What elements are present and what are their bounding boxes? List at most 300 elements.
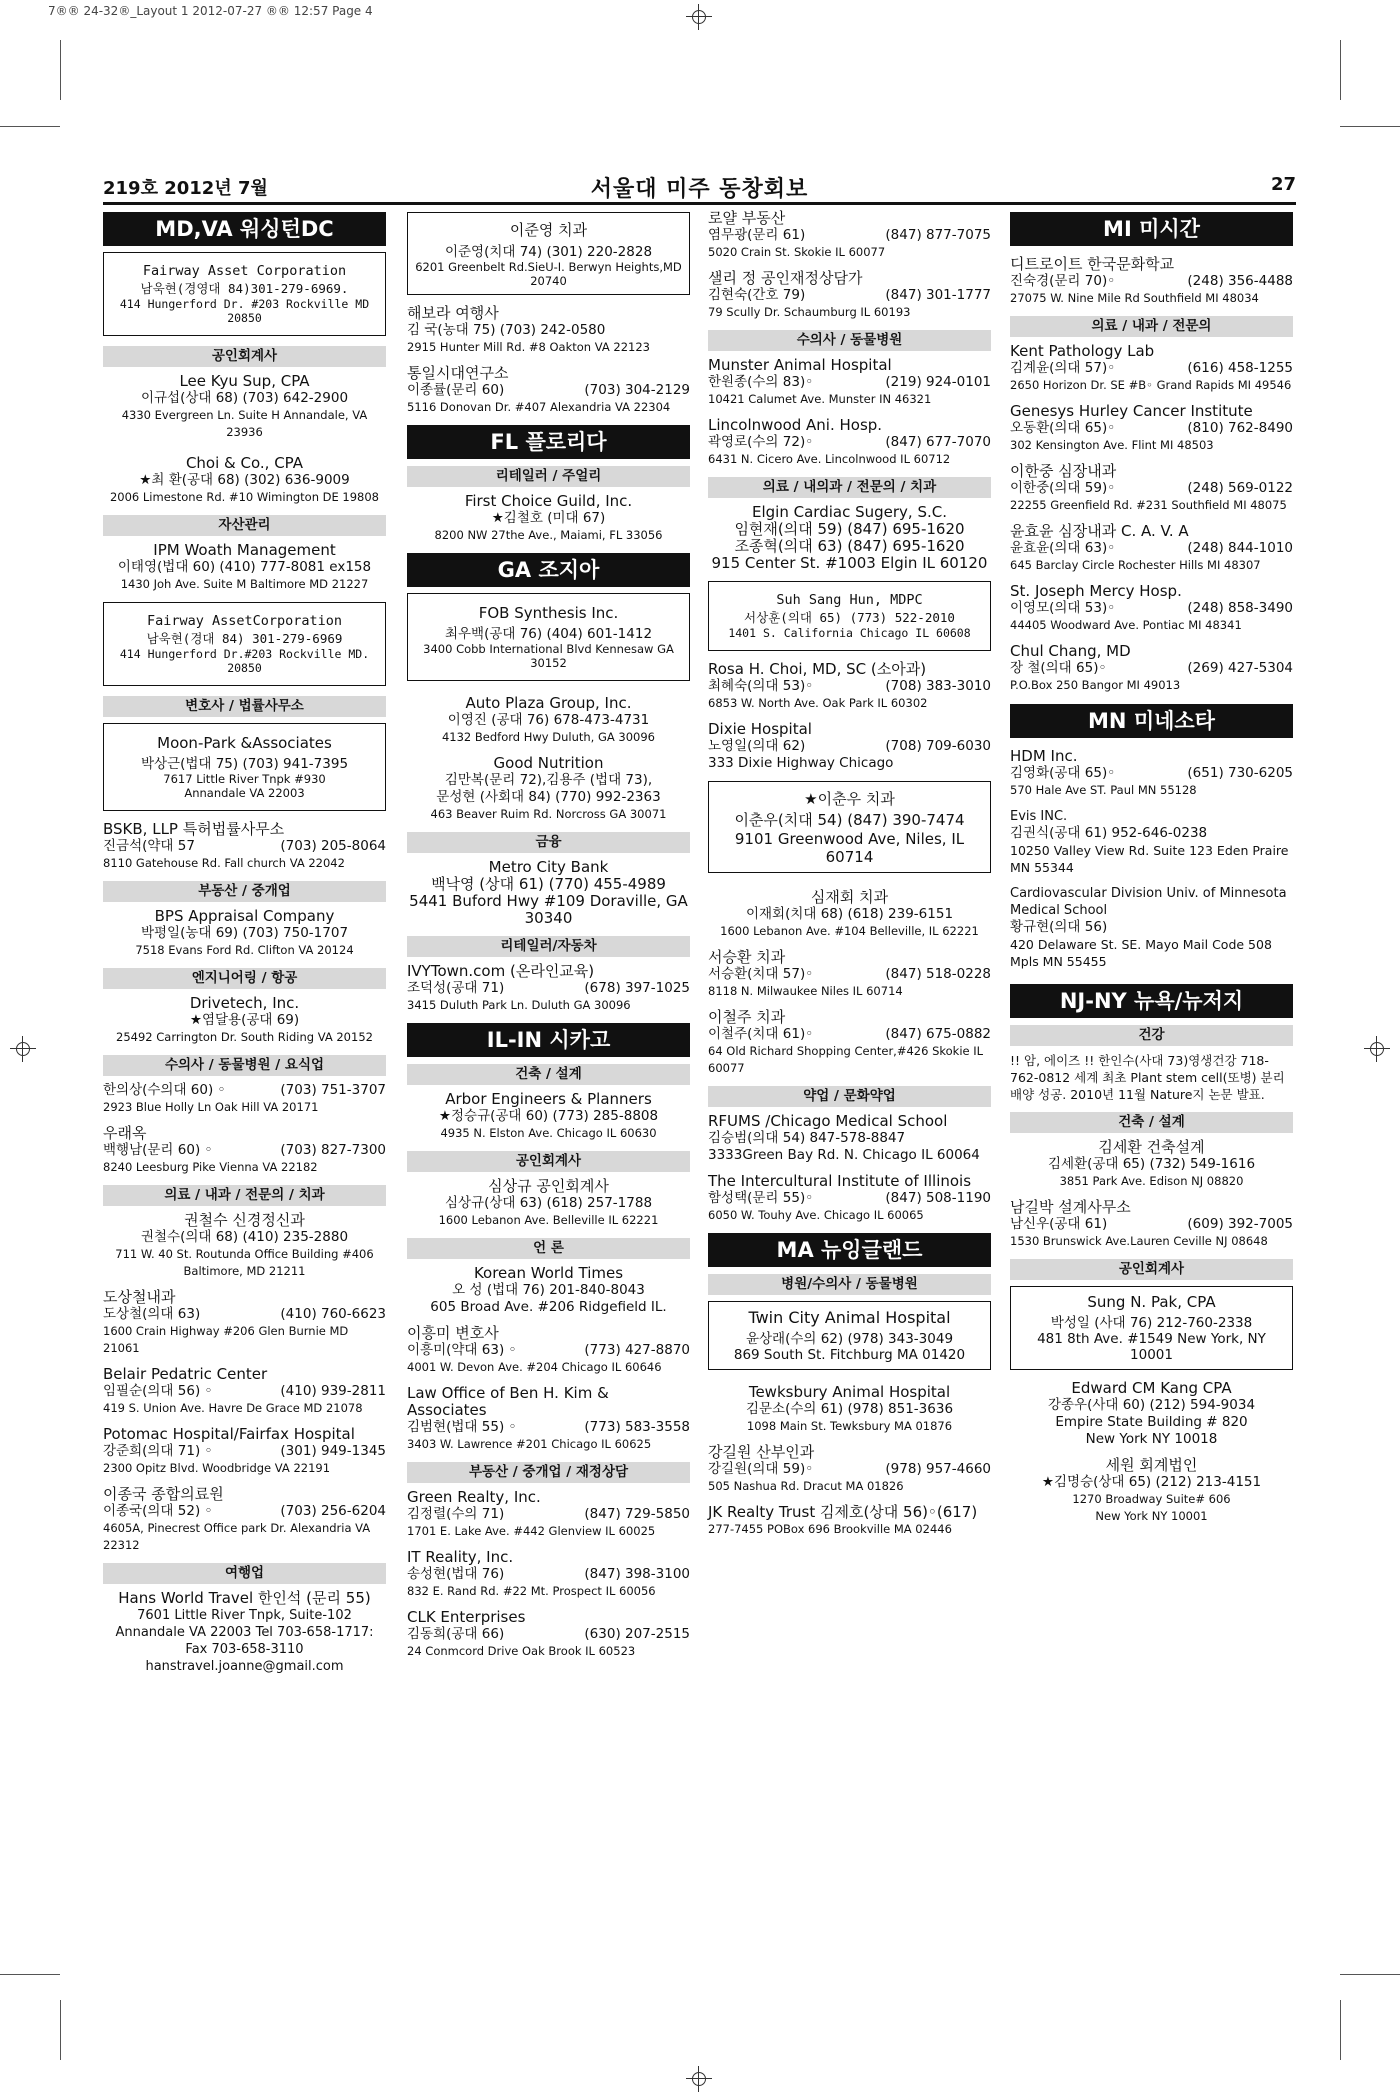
- category-bar: 공인회계사: [1010, 1259, 1293, 1280]
- category-bar: 약업 / 문화약업: [708, 1086, 991, 1107]
- listing-address: 6201 Greenbelt Rd.SieU-I. Berwyn Heights,MD 20740: [415, 260, 682, 288]
- listing-contact: 강준희(의대 71) ◦ (301) 949-1345: [103, 1443, 386, 1459]
- region-banner: MA 뉴잉글랜드: [708, 1233, 991, 1267]
- listing-contact: 함성택(문리 55)◦ (847) 508-1190: [708, 1190, 991, 1206]
- listing-contact: 진숙경(문리 70)◦ (248) 356-4488: [1010, 273, 1293, 289]
- region-banner: GA 조지아: [407, 553, 690, 587]
- listing-name: Hans World Travel 한인석 (문리 55): [118, 1589, 371, 1607]
- listing: [407, 1265, 690, 1316]
- listing: [708, 417, 991, 468]
- listing: [407, 1489, 690, 1540]
- listing-contact: 이규섭(상대 68) (703) 642-2900: [140, 390, 349, 406]
- listing: [103, 1082, 386, 1116]
- listing-contact: 김 국(농대 75) (703) 242-0580: [407, 322, 606, 338]
- crop-mark: [60, 2000, 61, 2060]
- listing-name: 권철수 신경정신과: [184, 1211, 305, 1229]
- listing-contact: 이종국(의대 52) ◦ (703) 256-6204: [103, 1503, 386, 1519]
- listing-address: 27075 W. Nine Mile Rd Southfield MI 48034: [1010, 291, 1259, 305]
- listing: [407, 1549, 690, 1600]
- listing-name: BSKB, LLP 특허법률사무소: [103, 820, 285, 838]
- listing-contact: 최우백(공대 76) (404) 601-1412: [444, 626, 653, 642]
- crop-mark: [0, 1974, 60, 1975]
- listing-contact: 김현숙(간호 79) (847) 301-1777: [708, 287, 991, 303]
- listing-contact: 김계윤(의대 57)◦ (616) 458-1255: [1010, 360, 1293, 376]
- listing-address: 505 Nashua Rd. Dracut MA 01826: [708, 1479, 904, 1493]
- listing-name: 심재회 치과: [810, 888, 889, 906]
- listing-address: 44405 Woodward Ave. Pontiac MI 48341: [1010, 618, 1242, 632]
- registration-mark-icon: [686, 2066, 712, 2092]
- listing-contact: 임필순(의대 56) ◦ (410) 939-2811: [103, 1383, 386, 1399]
- listing-contact: 최혜숙(의대 53)◦ (708) 383-3010: [708, 678, 991, 694]
- region-banner: MN 미네소타: [1010, 704, 1293, 738]
- listing-address: 420 Delaware St. SE. Mayo Mail Code 508: [1010, 937, 1272, 952]
- listing-name: St. Joseph Mercy Hosp.: [1010, 582, 1182, 600]
- registration-mark-icon: [1364, 1036, 1390, 1062]
- listing: [103, 1366, 386, 1417]
- listing-box: [708, 581, 991, 651]
- listing-name: Auto Plaza Group, Inc.: [465, 694, 632, 712]
- listing-name: Arbor Engineers & Planners: [445, 1090, 652, 1108]
- listing-name: Dixie Hospital: [708, 720, 812, 738]
- listing: [103, 995, 386, 1046]
- listing-address: 333 Dixie Highway Chicago: [708, 755, 894, 771]
- listing: [1010, 1052, 1293, 1103]
- print-slug: 7®® 24-32®_Layout 1 2012-07-27 ®® 12:57 Page 4: [48, 4, 373, 18]
- category-bar: 공인회계사: [103, 346, 386, 367]
- listing-address: 6431 N. Cicero Ave. Lincolnwood IL 60712: [708, 452, 951, 466]
- page-number: 27: [1270, 174, 1296, 195]
- listing-address: 1600 Lebanon Ave. Belleville IL 62221: [438, 1213, 659, 1227]
- listing-contact: 김영화(공대 65)◦ (651) 730-6205: [1010, 765, 1293, 781]
- listing-contact: 장 철(의대 65)◦ (269) 427-5304: [1010, 660, 1293, 676]
- category-bar: 부동산 / 중개업: [103, 881, 386, 902]
- category-bar: 금융: [407, 832, 690, 853]
- listing-contact: 한의상(수의대 60) ◦ (703) 751-3707: [103, 1082, 386, 1098]
- listing-name: Genesys Hurley Cancer Institute: [1010, 402, 1253, 420]
- listing-address: 3333Green Bay Rd. N. Chicago IL 60064: [708, 1147, 980, 1163]
- column-4: [1010, 210, 1293, 1534]
- listing-address: 7617 Little River Tnpk #930: [163, 772, 326, 786]
- listing-contact: 송성현(법대 76) (847) 398-3100: [407, 1566, 690, 1582]
- publication-title: 서울대 미주 동창회보: [590, 177, 809, 202]
- listing-contact: 김범현(법대 55) ◦ (773) 583-3558: [407, 1419, 690, 1435]
- listing: [407, 1091, 690, 1142]
- listing-contact: 김동희(공대 66) (630) 207-2515: [407, 1626, 690, 1642]
- listing-contact: 백낙영 (상대 61) (770) 455-4989: [431, 875, 666, 893]
- listing-name: The Intercultural Institute of Illinois: [708, 1172, 972, 1190]
- category-bar: 부동산 / 중개업 / 재정상담: [407, 1462, 690, 1483]
- category-bar: 언 론: [407, 1238, 690, 1259]
- listing-name: IPM Woath Management: [153, 541, 336, 559]
- listing-address: 3851 Park Ave. Edison NJ 08820: [1059, 1174, 1244, 1188]
- crop-mark: [60, 40, 61, 100]
- listing-name: Twin City Animal Hospital: [748, 1308, 951, 1327]
- listing: [103, 1590, 386, 1675]
- listing-name: Medical School: [1010, 903, 1108, 918]
- listing: [103, 1212, 386, 1280]
- listing-address: 419 S. Union Ave. Havre De Grace MD 21078: [103, 1401, 363, 1415]
- listing: [1010, 1380, 1293, 1448]
- listing-name: Choi & Co., CPA: [185, 454, 304, 472]
- listing-address: 4935 N. Elston Ave. Chicago IL 60630: [440, 1126, 657, 1140]
- listing-contact: 이영모(의대 53)◦ (248) 858-3490: [1010, 600, 1293, 616]
- listing: [708, 357, 991, 408]
- listing-name: RFUMS /Chicago Medical School: [708, 1112, 948, 1130]
- region-banner: MI 미시간: [1010, 212, 1293, 246]
- listing-address: Baltimore, MD 21211: [183, 1264, 306, 1278]
- listing-contact: 노영일(의대 62) (708) 709-6030: [708, 738, 991, 754]
- listing-contact: 오 성 (법대 76) 201-840-8043: [452, 1282, 645, 1298]
- listing-name: Chul Chang, MD: [1010, 642, 1131, 660]
- listing: [708, 1444, 991, 1495]
- listing: [407, 365, 690, 416]
- category-bar: 의료 / 내과 / 전문의: [1010, 316, 1293, 337]
- listing: [708, 504, 991, 572]
- listing-name: IT Reality, Inc.: [407, 1548, 514, 1566]
- listing-contact: 윤효윤(의대 63)◦ (248) 844-1010: [1010, 540, 1293, 556]
- listing-address: Annandale VA 22003: [184, 786, 305, 800]
- listing-address: 8110 Gatehouse Rd. Fall church VA 22042: [103, 856, 345, 870]
- listing: [407, 963, 690, 1014]
- listing: [103, 908, 386, 959]
- listing-address: 5116 Donovan Dr. #407 Alexandria VA 22304: [407, 400, 671, 414]
- listing-contact: 심상규(상대 63) (618) 257-1788: [444, 1195, 653, 1211]
- listing-name: Belair Pedatric Center: [103, 1365, 268, 1383]
- listing: [708, 889, 991, 940]
- header-rule: [103, 202, 1296, 205]
- listing: [708, 1384, 991, 1435]
- listing-name: Rosa H. Choi, MD, SC (소아과): [708, 660, 927, 678]
- listing-address: 2300 Opitz Blvd. Woodbridge VA 22191: [103, 1461, 331, 1475]
- listing-address: 2923 Blue Holly Ln Oak Hill VA 20171: [103, 1100, 319, 1114]
- listing-box: [103, 252, 386, 336]
- listing-address: 1600 Lebanon Ave. #104 Belleville, IL 62221: [720, 924, 979, 938]
- listing-name: Suh Sang Hun, MDPC: [776, 592, 923, 608]
- listing-address: New York NY 10001: [1095, 1509, 1208, 1523]
- listing-address: P.O.Box 250 Bangor MI 49013: [1010, 678, 1181, 692]
- listing-address: 832 E. Rand Rd. #22 Mt. Prospect IL 60056: [407, 1584, 656, 1598]
- listing-contact: 황규현(의대 56): [1010, 919, 1108, 935]
- listing-name: JK Realty Trust 김제호(상대 56)◦(617): [708, 1503, 978, 1521]
- listing: [103, 455, 386, 506]
- listing-address: 4132 Bedford Hwy Duluth, GA 30096: [441, 730, 656, 744]
- listing-name: 이철주 치과: [708, 1008, 786, 1026]
- listing-address: 2915 Hunter Mill Rd. #8 Oakton VA 22123: [407, 340, 650, 354]
- listing-address: 414 Hungerford Dr.#203 Rockville MD. 20850: [119, 647, 370, 675]
- listing-address: 463 Beaver Ruim Rd. Norcross GA 30071: [430, 807, 667, 821]
- listing: [407, 1325, 690, 1376]
- listing-contact: 곽영로(수의 72)◦ (847) 677-7070: [708, 434, 991, 450]
- listing: [1010, 463, 1293, 514]
- listing: [1010, 1139, 1293, 1190]
- listing-contact: ★정승규(공대 60) (773) 285-8808: [438, 1108, 659, 1124]
- listing-details: 7601 Little River Tnpk, Suite-102 Annandale VA 22003 Tel 703-658-1717: Fax 703-658-3110 hanstravel.joanne@gmail.com: [115, 1608, 374, 1674]
- listing: [1010, 1457, 1293, 1525]
- crop-mark: [0, 126, 60, 127]
- listing: [407, 493, 690, 544]
- listing-contact: 강길원(의대 59)◦ (978) 957-4660: [708, 1461, 991, 1477]
- listing-name: FOB Synthesis Inc.: [478, 604, 619, 622]
- category-bar: 공인회계사: [407, 1151, 690, 1172]
- listing-address: 6853 W. North Ave. Oak Park IL 60302: [708, 696, 928, 710]
- category-bar: 자산관리: [103, 515, 386, 536]
- listing-name: Green Realty, Inc.: [407, 1488, 541, 1506]
- listing: [103, 1125, 386, 1176]
- listing-details: !! 암, 에이즈 !! 한인수(사대 73)영생건강 718-762-0812 세계 최초 Plant stem cell(또병) 분리 배양 성공. 2010년 11월 Nature지 논문 발표.: [1010, 1053, 1285, 1102]
- listing-box: [407, 212, 690, 295]
- listing-name: Sung N. Pak, CPA: [1087, 1293, 1216, 1311]
- listing: [708, 210, 991, 261]
- listing-address: 10250 Valley View Rd. Suite 123 Eden Praire: [1010, 843, 1289, 858]
- listing-contact: 남욱현(경영대 84)301-279-6969.: [140, 281, 349, 296]
- listing-address: Empire State Building # 820: [1055, 1414, 1248, 1430]
- category-bar: 변호사 / 법률사무소: [103, 696, 386, 717]
- listing-address: 79 Scully Dr. Schaumburg IL 60193: [708, 305, 911, 319]
- listing: [708, 1009, 991, 1077]
- listing-address: 64 Old Richard Shopping Center,#426 Skokie IL 60077: [708, 1044, 984, 1075]
- listing-contact: 김권식(공대 61) 952-646-0238: [1010, 825, 1208, 841]
- listing-address: 25492 Carrington Dr. South Riding VA 20152: [116, 1030, 373, 1044]
- listing-address: MN 55344: [1010, 860, 1074, 875]
- listing-address: 8200 NW 27the Ave., Maiami, FL 33056: [434, 528, 663, 542]
- listing-name: BPS Appraisal Company: [154, 907, 335, 925]
- listing-name: First Choice Guild, Inc.: [464, 492, 633, 510]
- listing: [1010, 643, 1293, 694]
- listing-name: Korean World Times: [473, 1264, 624, 1282]
- listing: [1010, 403, 1293, 454]
- category-bar: 엔지니어링 / 항공: [103, 968, 386, 989]
- region-banner: FL 플로리다: [407, 425, 690, 459]
- listing-contact: 이태영(법대 60) (410) 777-8081 ex158: [117, 559, 372, 575]
- listing-box: [708, 1301, 991, 1370]
- listing-name: 강길원 산부인과: [708, 1443, 815, 1461]
- column-1: [103, 210, 386, 1684]
- listing-address: 8240 Leesburg Pike Vienna VA 22182: [103, 1160, 318, 1174]
- listing-contact: ★김철호 (미대 67): [491, 510, 606, 526]
- listing: [708, 1173, 991, 1224]
- listing-name: 이한중 심장내과: [1010, 462, 1117, 480]
- listing: [103, 373, 386, 441]
- listing: [1010, 583, 1293, 634]
- listing-address: 5441 Buford Hwy #109 Doraville, GA 30340: [409, 892, 688, 927]
- listing-address: 1098 Main St. Tewksbury MA 01876: [746, 1419, 953, 1433]
- listing-contact: 김세환(공대 65) (732) 549-1616: [1047, 1156, 1256, 1172]
- listing-address: 605 Broad Ave. #206 Ridgefield IL.: [430, 1299, 667, 1315]
- category-bar: 병원/수의사 / 동물병원: [708, 1274, 991, 1295]
- listing-name: CLK Enterprises: [407, 1608, 526, 1626]
- listing: [103, 542, 386, 593]
- registration-mark-icon: [10, 1036, 36, 1062]
- listing: [103, 1289, 386, 1357]
- listing: [1010, 748, 1293, 799]
- listing-name: Kent Pathology Lab: [1010, 342, 1155, 360]
- listing-contact: 백행남(문리 60) ◦ (703) 827-7300: [103, 1142, 386, 1158]
- listing: [103, 821, 386, 872]
- listing-contact: 강종우(사대 60) (212) 594-9034: [1047, 1397, 1256, 1413]
- column-2: [407, 210, 690, 1669]
- listing: [708, 949, 991, 1000]
- listing-contact: 조종혁(의대 63) (847) 695-1620: [734, 537, 965, 555]
- listing-contact: ★염달용(공대 69): [189, 1012, 300, 1028]
- listing-address: 869 South St. Fitchburg MA 01420: [733, 1347, 966, 1363]
- listing-name: 이종국 종합의료원: [103, 1485, 224, 1503]
- listing-address: 277-7455 POBox 696 Brookville MA 02446: [708, 1522, 952, 1536]
- listing-name: Lincolnwood Ani. Hosp.: [708, 416, 883, 434]
- listing-contact: ★김명승(상대 65) (212) 213-4151: [1041, 1474, 1262, 1490]
- listing-name: 서승환 치과: [708, 948, 786, 966]
- listing-name: Evis INC.: [1010, 809, 1068, 824]
- listing-contact: 이재회(치대 68) (618) 239-6151: [745, 906, 954, 922]
- listing-address: 7518 Evans Ford Rd. Clifton VA 20124: [135, 943, 354, 957]
- category-bar: 리테일러 / 주얼리: [407, 466, 690, 487]
- listing-contact: 이철주(치대 61)◦ (847) 675-0882: [708, 1026, 991, 1042]
- listing-contact: 윤상래(수의 62) (978) 343-3049: [745, 1331, 954, 1347]
- listing-name: Metro City Bank: [488, 858, 609, 876]
- listing-contact: 권철수(의대 68) (410) 235-2880: [140, 1229, 349, 1245]
- listing-address: 1401 S. California Chicago IL 60608: [728, 626, 971, 640]
- listing-address: 1430 Joh Ave. Suite M Baltimore MD 21227: [120, 577, 369, 591]
- category-bar: 수의사 / 동물병원: [708, 330, 991, 351]
- listing-name: 세원 회계법인: [1105, 1456, 1198, 1474]
- listing-name: Munster Animal Hospital: [708, 356, 892, 374]
- listing-address: 22255 Greenfield Rd. #231 Southfield MI 48075: [1010, 498, 1287, 512]
- listing-contact: 이한중(의대 59)◦ (248) 569-0122: [1010, 480, 1293, 496]
- listing-contact: 오동환(의대 65)◦ (810) 762-8490: [1010, 420, 1293, 436]
- listing-name: Fairway AssetCorporation: [146, 613, 343, 629]
- listing-address: 4605A, Pinecrest Office park Dr. Alexandria VA 22312: [103, 1521, 371, 1552]
- listing-name: 윤효윤 심장내과 C. A. V. A: [1010, 522, 1189, 540]
- listing-address: 1530 Brunswick Ave.Lauren Ceville NJ 08648: [1010, 1234, 1268, 1248]
- listing-name: Drivetech, Inc.: [189, 994, 300, 1012]
- listing-box: [1010, 1286, 1293, 1370]
- listing-address: 4001 W. Devon Ave. #204 Chicago IL 60646: [407, 1360, 662, 1374]
- listing: [407, 859, 690, 927]
- listing-contact: 이영진 (공대 76) 678-473-4731: [447, 712, 650, 728]
- listing: [708, 1113, 991, 1164]
- page-header: [103, 172, 1296, 202]
- listing-name: 해보라 여행사: [407, 304, 499, 322]
- listing-contact: 남신우(공대 61) (609) 392-7005: [1010, 1216, 1293, 1232]
- listing-address: 3400 Cobb International Blvd Kennesaw GA 30152: [423, 642, 674, 670]
- listing-contact: 박상근(법대 75) (703) 941-7395: [140, 756, 349, 772]
- listing-name: Law Office of Ben H. Kim & Associates: [407, 1384, 609, 1419]
- listing-name: Lee Kyu Sup, CPA: [179, 372, 310, 390]
- listing-name: 로얄 부동산: [708, 209, 786, 227]
- listing-address: 8118 N. Milwaukee Niles IL 60714: [708, 984, 903, 998]
- listing-address: 645 Barclay Circle Rochester Hills MI 48307: [1010, 558, 1261, 572]
- listing-address: 711 W. 40 St. Routunda Office Building #406: [115, 1247, 374, 1261]
- issue-label: 219호 2012년 7월: [103, 178, 268, 199]
- listing-contact: 김문소(수의 61) (978) 851-3636: [745, 1401, 954, 1417]
- listing: [407, 1178, 690, 1229]
- listing-name: ★이춘우 치과: [804, 790, 895, 808]
- listing-contact: 이춘우(치대 54) (847) 390-7474: [734, 811, 965, 829]
- listing-name: Moon-Park &Associates: [157, 734, 332, 752]
- listing-contact: 박평일(농대 69) (703) 750-1707: [140, 925, 349, 941]
- listing-address: 1270 Broadway Suite# 606: [1072, 1492, 1231, 1506]
- listing-address: 915 Center St. #1003 Elgin IL 60120: [711, 554, 988, 572]
- listing: [407, 305, 690, 356]
- listing: [407, 1385, 690, 1453]
- listing-address: New York NY 10018: [1085, 1431, 1218, 1447]
- listing-name: 이준영 치과: [509, 221, 588, 239]
- listing-address: 3415 Duluth Park Ln. Duluth GA 30096: [407, 998, 631, 1012]
- listing-name: 남길박 설계사무소: [1010, 1198, 1131, 1216]
- listing-contact: 이종률(문리 60) (703) 304-2129: [407, 382, 690, 398]
- listing-name: Tewksbury Animal Hospital: [748, 1383, 951, 1401]
- listing-box: [103, 723, 386, 811]
- listing-address: 302 Kensington Ave. Flint MI 48503: [1010, 438, 1214, 452]
- listing-contact: 서승환(치대 57)◦ (847) 518-0228: [708, 966, 991, 982]
- region-banner: MD,VA 워싱턴DC: [103, 212, 386, 246]
- listing: [1010, 808, 1293, 876]
- listing-contact: 김승범(의대 54) 847-578-8847: [708, 1130, 906, 1146]
- region-banner: NJ-NY 뉴욕/뉴저지: [1010, 984, 1293, 1018]
- listing-address: 4330 Evergreen Ln. Suite H Annandale, VA 23936: [121, 408, 368, 439]
- region-banner: IL-IN 시카고: [407, 1023, 690, 1057]
- category-bar: 수의사 / 동물병원 / 요식업: [103, 1055, 386, 1076]
- listing-contact: 조덕성(공대 71) (678) 397-1025: [407, 980, 690, 996]
- crop-mark: [1340, 126, 1400, 127]
- listing-address: 414 Hungerford Dr. #203 Rockville MD 20850: [119, 297, 370, 325]
- category-bar: 리테일러/자동차: [407, 936, 690, 957]
- crop-mark: [1340, 2000, 1341, 2060]
- listing-address: 6050 W. Touhy Ave. Chicago IL 60065: [708, 1208, 924, 1222]
- listing: [708, 1504, 991, 1538]
- listing-name: Elgin Cardiac Sugery, S.C.: [752, 503, 947, 521]
- listing-contact: 이흥미(약대 63) ◦ (773) 427-8870: [407, 1342, 690, 1358]
- listing-box: [407, 593, 690, 681]
- listing-name: HDM Inc.: [1010, 747, 1078, 765]
- listing: [1010, 343, 1293, 394]
- crop-mark: [1340, 1974, 1400, 1975]
- listing-address: 24 Conmcord Drive Oak Brook IL 60523: [407, 1644, 636, 1658]
- listing-name: 우래옥: [103, 1124, 147, 1142]
- listing: [1010, 256, 1293, 307]
- listing-name: 디트로이트 한국문화학교: [1010, 255, 1175, 273]
- listing-address: 10421 Calumet Ave. Munster IN 46321: [708, 392, 932, 406]
- listing-name: 샐리 정 공인재정상담가: [708, 269, 863, 287]
- listing-name: 통일시대연구소: [407, 364, 509, 382]
- listing-address: Mpls MN 55455: [1010, 954, 1107, 969]
- listing-box: [103, 602, 386, 686]
- listing: [407, 1609, 690, 1660]
- column-3: [708, 210, 991, 1547]
- listing: [407, 695, 690, 746]
- listing-contact: 박성일 (사대 76) 212-760-2338: [1050, 1315, 1253, 1331]
- listing: [708, 270, 991, 321]
- listing-address: 2650 Horizon Dr. SE #B◦ Grand Rapids MI 49546: [1010, 378, 1292, 392]
- listing-name: Cardiovascular Division Univ. of Minnesota: [1010, 886, 1287, 901]
- listing: [708, 721, 991, 772]
- listing-name: 도상철내과: [103, 1288, 176, 1306]
- listing: [1010, 885, 1293, 970]
- category-bar: 의료 / 내의과 / 전문의 / 치과: [708, 477, 991, 498]
- listing-box: [708, 781, 991, 873]
- listing-contact: ★최 환(공대 68) (302) 636-9009: [139, 472, 350, 488]
- listing-contact: 한원종(수의 83)◦ (219) 924-0101: [708, 374, 991, 390]
- category-bar: 건축 / 설계: [407, 1064, 690, 1085]
- listing-contact: 임현재(의대 59) (847) 695-1620: [734, 520, 965, 538]
- category-bar: 건축 / 설계: [1010, 1112, 1293, 1133]
- listing-contact: 서상훈(의대 65) (773) 522-2010: [744, 610, 955, 625]
- listing-address: 2006 Limestone Rd. #10 Wimington DE 19808: [109, 490, 380, 504]
- listing-contact: 도상철(의대 63) (410) 760-6623: [103, 1306, 386, 1322]
- listing-name: 김세환 건축설계: [1098, 1138, 1205, 1156]
- listing: [103, 1486, 386, 1554]
- listing-address: 1701 E. Lake Ave. #442 Glenview IL 60025: [407, 1524, 656, 1538]
- listing: [1010, 1199, 1293, 1250]
